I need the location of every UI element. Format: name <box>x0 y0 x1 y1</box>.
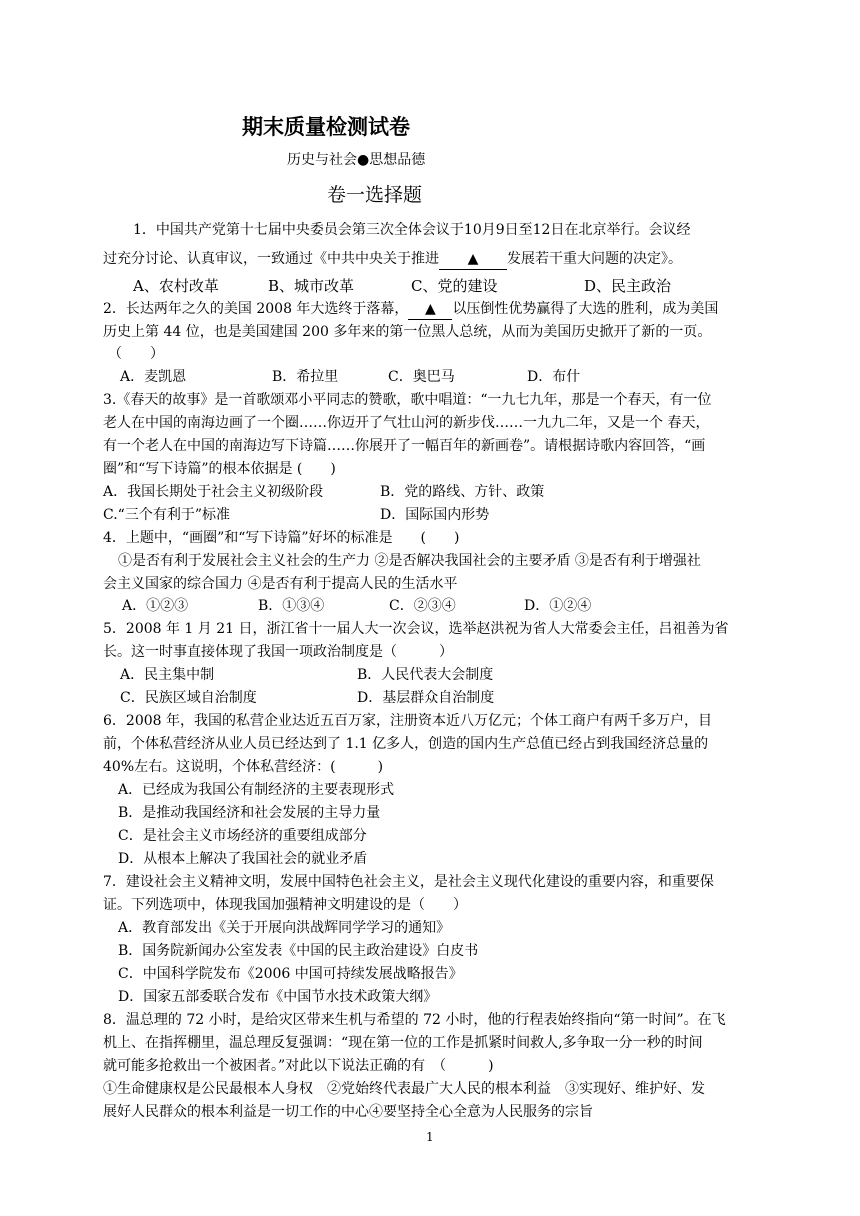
option-b: B、城市改革 <box>268 277 355 295</box>
question-line: 1．中国共产党第十七届中央委员会第三次全体会议于10月9日至12日在北京举行。会议经 <box>133 222 691 238</box>
option-d: D．基层群众自治制度 <box>357 690 495 706</box>
option-a: A．我国长期处于社会主义初级阶段 <box>103 484 324 500</box>
question-line <box>103 249 682 270</box>
answer-bracket: （ ） <box>108 346 164 362</box>
question-line: 40%左右。这说明，个体私营经济：( ) <box>103 759 384 775</box>
option-a: A、农村改革 <box>133 277 219 295</box>
question-text: 以压倒性优势赢得了大选的胜利，成为美国 <box>452 301 719 317</box>
question-line: 4．上题中，“画圈”和“写下诗篇”好坏的标准是 ( ) <box>103 530 460 546</box>
question-line: 老人在中国的南海边画了一个圈……你迈开了气壮山河的新步伐……一九九二年，又是一个 春天， <box>103 415 710 431</box>
option-d: D．布什 <box>527 369 581 385</box>
option-c: C．是社会主义市场经济的重要组成部分 <box>118 828 367 844</box>
question-line: 3.《春天的故事》是一首歌颂邓小平同志的赞歌，歌中唱道：“一九七九年，那是一个春天，有一位 <box>103 392 712 408</box>
option-b: B．人民代表大会制度 <box>357 667 494 683</box>
question-line: 6．2008 年，我国的私营企业达近五百万家，注册资本近八万亿元；个体工商户有两千多万户，目 <box>103 713 712 729</box>
question-line: 5．2008 年 1 月 21 日，浙江省十一届人大一次会议，选举赵洪祝为省人大常委会主任，吕祖善为省 <box>103 621 729 637</box>
question-line: 会主义国家的综合国力 ④是否有利于提高人民的生活水平 <box>103 576 458 592</box>
question-line: 圈”和“写下诗篇”的根本依据是 ( ) <box>103 461 336 477</box>
option-c: C．中国科学院发布《2006 中国可持续发展战略报告》 <box>118 966 463 982</box>
option-c: C、党的建设 <box>411 277 498 295</box>
option-a: A．已经成为我国公有制经济的主要表现形式 <box>118 782 395 798</box>
question-text: 过充分讨论、认真审议，一致通过《中共中央关于推进 <box>103 251 439 267</box>
option-c: C．民族区域自治制度 <box>120 690 257 706</box>
question-line: 证。下列选项中，体现我国加强精神文明建设的是（ ） <box>103 897 467 913</box>
option-d: D．从根本上解决了我国社会的就业矛盾 <box>118 851 368 867</box>
answer-blank: ▲ <box>439 249 507 270</box>
question-line: 8．温总理的 72 小时，是给灾区带来生机与希望的 72 小时，他的行程表始终指向“第一时间”。在飞 <box>103 1012 726 1028</box>
option-c: C.“三个有利于”标准 <box>103 507 230 523</box>
question-line: 长。这一时事直接体现了我国一项政治制度是（ ） <box>103 644 453 660</box>
question-line: 历史上第 44 位，也是美国建国 200 多年来的第一位黑人总统，从而为美国历史掀开了新的一页。 <box>103 324 712 340</box>
option-a: A．民主集中制 <box>120 667 215 683</box>
option-b: B．①③④ <box>258 598 325 614</box>
question-line: ①生命健康权是公民最根本人身权 ②党始终代表最广大人民的根本利益 ③实现好、维护好、发 <box>103 1081 705 1097</box>
option-d: D．①②④ <box>524 598 592 614</box>
option-c: C．奥巴马 <box>388 369 455 385</box>
option-b: B．国务院新闻办公室发表《中国的民主政治建设》白皮书 <box>118 943 479 959</box>
answer-blank: ▲ <box>408 299 452 320</box>
option-d: D．国家五部委联合发布《中国节水技术政策大纲》 <box>118 989 438 1005</box>
exam-subtitle: 历史与社会●思想品德 <box>287 152 426 168</box>
option-b: B．希拉里 <box>272 369 339 385</box>
question-line: 7．建设社会主义精神文明，发展中国特色社会主义，是社会主义现代化建设的重要内容，和重要保 <box>103 874 714 890</box>
question-line <box>103 299 718 320</box>
option-a: A．教育部发出《关于开展向洪战辉同学学习的通知》 <box>118 920 451 936</box>
section-heading: 卷一选择题 <box>327 184 423 206</box>
exam-title: 期末质量检测试卷 <box>242 115 410 139</box>
question-text: 发展若干重大问题的决定》。 <box>507 251 682 267</box>
question-line: 有一个老人在中国的南海边写下诗篇……你展开了一幅百年的新画卷”。请根据诗歌内容回答，“画 <box>103 438 706 454</box>
option-c: C．②③④ <box>389 598 456 614</box>
question-line: 展好人民群众的根本利益是一切工作的中心④要坚持全心全意为人民服务的宗旨 <box>103 1104 593 1120</box>
option-b: B．党的路线、方针、政策 <box>380 484 545 500</box>
option-a: A．①②③ <box>122 598 189 614</box>
question-line: 就可能多抢救出一个被困者。”对此以下说法正确的有 （ ) <box>103 1058 494 1074</box>
option-b: B．是推动我国经济和社会发展的主导力量 <box>118 805 381 821</box>
option-a: A．麦凯恩 <box>120 369 187 385</box>
option-d: D、民主政治 <box>584 277 672 295</box>
page-number: 1 <box>426 1130 434 1144</box>
question-line: 前，个体私营经济从业人员已经达到了 1.1 亿多人，创造的国内生产总值已经占到我国经济总量的 <box>103 736 709 752</box>
question-line: 机上、在指挥棚里，温总理反复强调：“现在第一位的工作是抓紧时间救人,多争取一分一秒的时间 <box>103 1035 703 1051</box>
question-line: ①是否有利于发展社会主义社会的生产力 ②是否解决我国社会的主要矛盾 ③是否有利于增强社 <box>118 553 701 569</box>
question-text: 2．长达两年之久的美国 2008 年大选终于落幕， <box>103 301 409 317</box>
option-d: D．国际国内形势 <box>380 507 490 523</box>
